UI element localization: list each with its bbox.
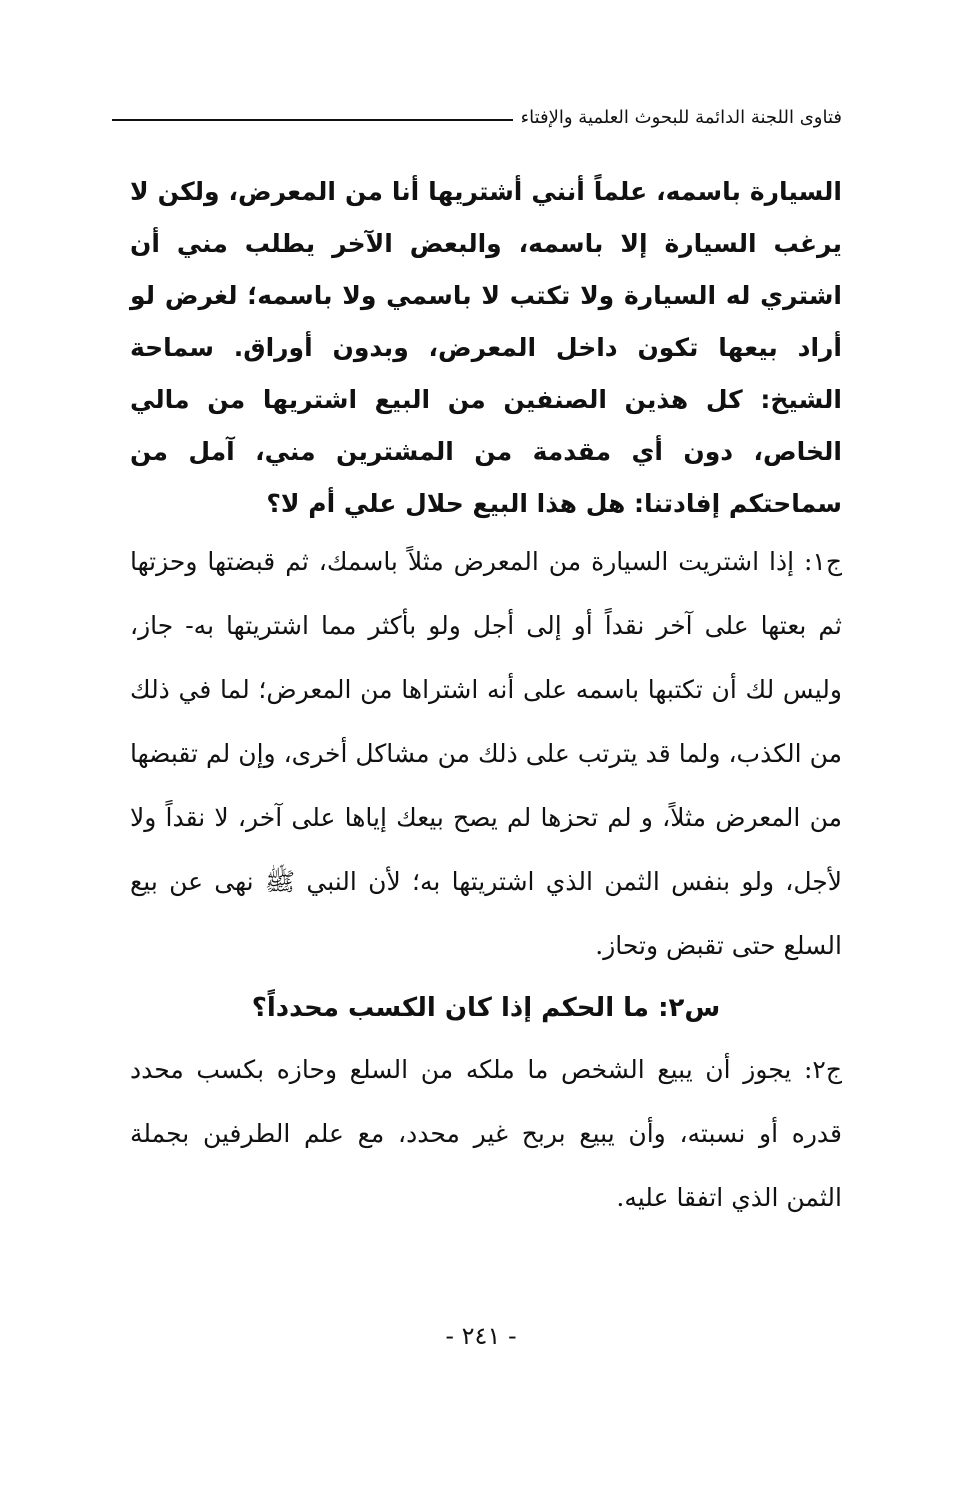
running-header (112, 102, 842, 132)
answer-2: ج٢: يجوز أن يبيع الشخص ما ملكه من السلع وحازه بكسب محدد قدره أو نسبته، وأن يبيع بربح غير محدد، مع علم الطرفين بجملة الثمن الذي اتفقا عليه. (130, 1055, 842, 1212)
question-2: س٢: ما الحكم إذا كان الكسب محدداً؟ (251, 993, 721, 1023)
answer-1: ج١: إذا اشتريت السيارة من المعرض مثلاً باسمك، ثم قبضتها وحزتها ثم بعتها على آخر نقداً أو إلى أجل ولو بأكثر مما اشتريتها به- جاز، وليس لك أن تكتبها باسمه على أنه اشتراها من المعرض؛ لما في ذلك من الكذب، ولما قد يترتب على ذلك من مشاكل أخرى، وإن لم تقبضها من المعرض مثلاً، و لم تحزها لم يصح بيعك إياها على آخر، لا نقداً ولا لأجل، ولو بنفس الثمن الذي اشتريتها به؛ لأن النبي ﷺ نهى عن بيع السلع حتى تقبض وتحاز. (130, 547, 842, 960)
running-header-title: فتاوى اللجنة الدائمة للبحوث العلمية والإفتاء (520, 106, 842, 128)
header-rule (112, 119, 513, 121)
page-number: - ٢٤١ - (445, 1322, 517, 1350)
question-1-continued: السيارة باسمه، علماً أنني أشتريها أنا من المعرض، ولكن لا يرغب السيارة إلا باسمه، والبعض الآخر يطلب مني أن اشتري له السيارة ولا تكتب لا باسمي ولا باسمه؛ لغرض لو أراد بيعها تكون داخل المعرض، وبدون أوراق. سماحة الشيخ: كل هذين الصنفين من البيع اشتريها من مالي الخاص، دون أي مقدمة من المشترين مني، آمل من سماحتكم إفادتنا: هل هذا البيع حلال علي أم لا؟ (130, 177, 842, 518)
page-content (130, 166, 842, 1230)
